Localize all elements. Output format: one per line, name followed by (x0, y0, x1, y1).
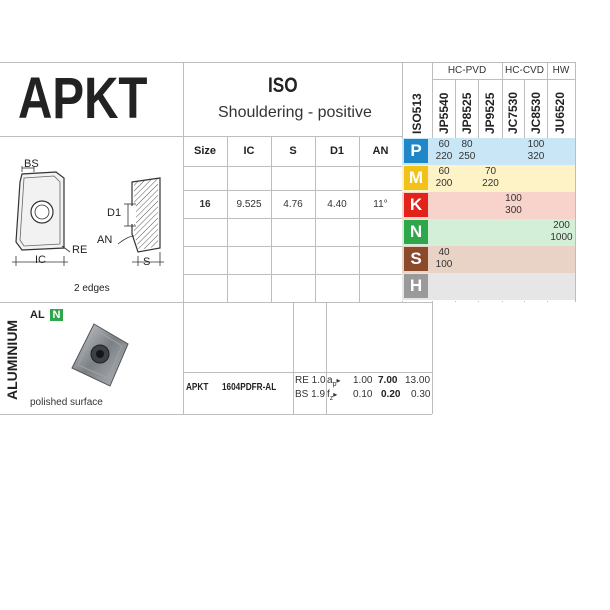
fz-max: 0.30 (411, 389, 431, 400)
insert-front-view (12, 166, 70, 266)
badge-n: N (50, 309, 64, 321)
material-letter-k: K (404, 193, 428, 217)
section-right-border (432, 302, 433, 414)
label-an: AN (97, 234, 113, 246)
fz-mid: 0.20 (381, 389, 401, 400)
product-family: APKT (186, 382, 209, 393)
label-ic: IC (35, 254, 46, 266)
material-letter-h: H (404, 274, 428, 298)
product-code: 1604PDFR-AL (222, 382, 277, 393)
val-size: 16 (199, 199, 211, 210)
val-ic: 9.525 (236, 199, 262, 210)
label-bs: BS (24, 158, 39, 170)
hdr-ic: IC (243, 145, 255, 157)
section-label: ALUMINIUM (4, 319, 20, 400)
material-letter-n: N (404, 220, 428, 244)
label-s: S (143, 256, 151, 268)
val-d1: 4.40 (327, 199, 347, 210)
photo-caption: polished surface (30, 397, 103, 408)
speed-cell: 200 1000 (550, 220, 573, 243)
speed-cell: 100 300 (505, 193, 522, 216)
hdr-s: S (289, 145, 297, 157)
insert-side-view (118, 178, 164, 266)
grade-jc8530: JC8530 (529, 91, 543, 134)
grade-ju6520: JU6520 (553, 91, 567, 134)
col-divider-left (183, 62, 184, 414)
re-label: RE 1.0 (295, 375, 326, 386)
speed-cell: 60 200 (435, 166, 453, 189)
val-s: 4.76 (283, 199, 303, 210)
speed-cell: 70 220 (482, 166, 499, 189)
grade-jp8525: JP8525 (460, 92, 474, 134)
ap-max: 13.00 (405, 375, 431, 386)
ap-min: 1.00 (353, 375, 373, 386)
iso-heading: ISO513 (410, 93, 424, 134)
val-an: 11° (373, 199, 388, 210)
section-badge: AL N (30, 309, 63, 321)
subtitle: Shouldering - positive (218, 104, 372, 121)
fz-min: 0.10 (353, 389, 373, 400)
grade-jp9525: JP9525 (483, 92, 497, 134)
table-bottom-border (0, 302, 432, 303)
header-divider (0, 136, 402, 137)
label-re: RE (72, 244, 88, 256)
right-border (575, 62, 576, 302)
fz-label: $f_z▸$ (327, 389, 338, 402)
hdr-an: AN (372, 145, 389, 157)
hdr-size: Size (193, 145, 216, 157)
material-letter-p: P (404, 139, 428, 163)
hdr-d1: D1 (329, 145, 345, 157)
speed-cell: 80 250 (458, 139, 476, 162)
grade-jp5540: JP5540 (437, 92, 451, 134)
material-letter-m: M (404, 166, 428, 190)
bs-label: BS 1.9 (295, 389, 326, 400)
section-bottom-border (0, 414, 432, 415)
group-hc-pvd: HC-PVD (447, 65, 487, 76)
speed-cell: 100 320 (527, 139, 545, 162)
group-hc-cvd: HC-CVD (505, 65, 544, 76)
ap-mid: 7.00 (378, 375, 398, 386)
label-d1: D1 (107, 207, 122, 219)
top-border (0, 62, 575, 63)
speed-cell: 60 220 (435, 139, 453, 162)
insert-photo (66, 320, 138, 390)
speed-cell: 40 100 (435, 247, 453, 270)
ap-label: $a_p▸$ (327, 375, 341, 388)
standard-label: ISO (268, 74, 298, 97)
group-hw: HW (552, 65, 570, 76)
material-letter-s: S (404, 247, 428, 271)
edges-label: 2 edges (74, 283, 110, 294)
grade-jc7530: JC7530 (506, 91, 520, 134)
page-title: APKT (18, 66, 148, 131)
